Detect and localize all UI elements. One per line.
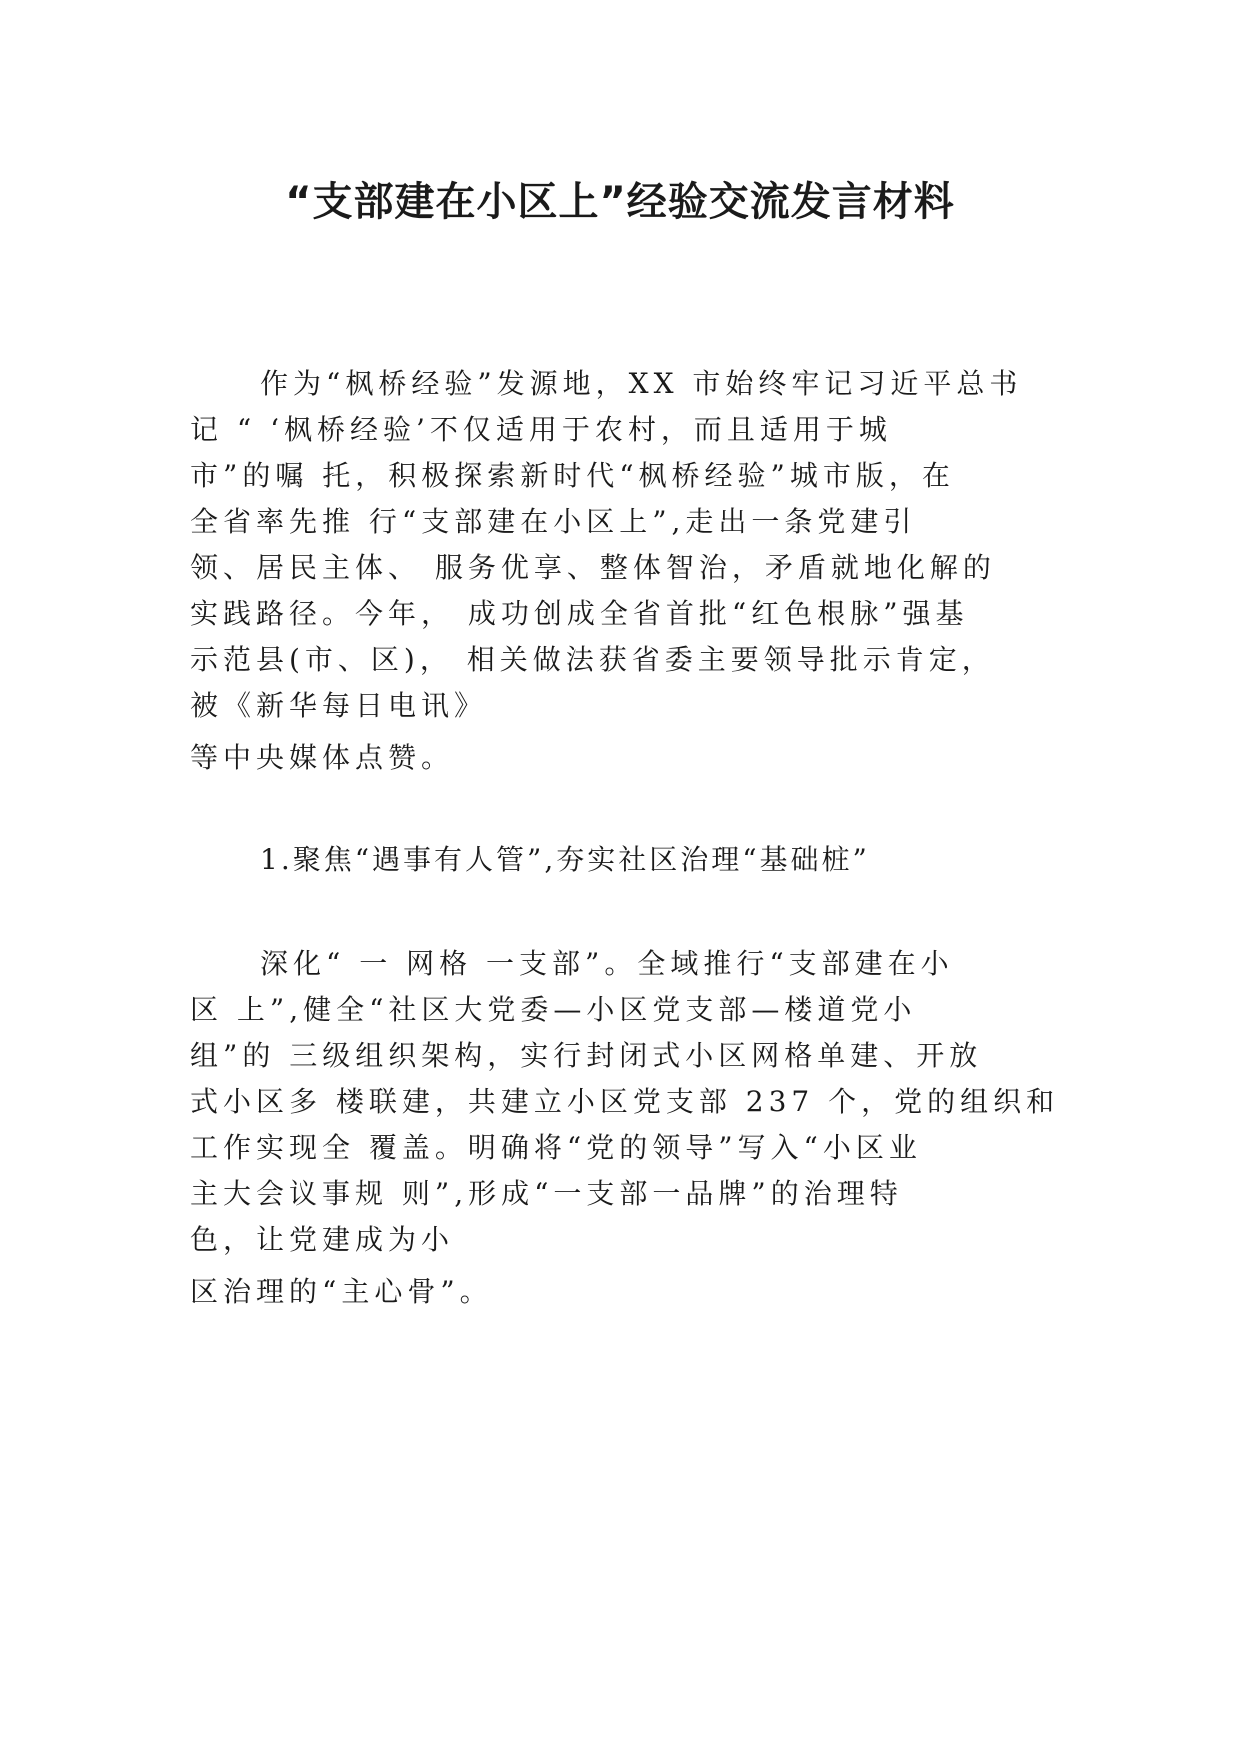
section-heading: 1.聚焦“遇事有人管”,夯实社区治理“基础桩” — [260, 843, 870, 876]
paragraph-line: 作为“枫桥经验”发源地，XX 市始终牢记习近平总书 — [260, 367, 1023, 400]
paragraph-line: 等中央媒体点赞。 — [190, 741, 455, 774]
paragraph-line: 示范县(市、区)， 相关做法获省委主要领导批示肯定， — [190, 643, 995, 676]
paragraph-line: 区 上”,健全“社区大党委—小区党支部—楼道党小 — [190, 993, 917, 1026]
paragraph-line: 区治理的“主心骨”。 — [190, 1275, 493, 1308]
document-title: “支部建在小区上”经验交流发言材料 — [285, 179, 955, 225]
paragraph-line: 记 “ ‘枫桥经验’不仅适用于农村，而且适用于城 — [190, 413, 892, 446]
paragraph-line: 全省率先推 行“支部建在小区上”,走出一条党建引 — [190, 505, 917, 538]
paragraph-line: 领、居民主体、 服务优享、整体智治，矛盾就地化解的 — [190, 551, 996, 584]
paragraph-line: 式小区多 楼联建，共建立小区党支部 237 个，党的组织和 — [190, 1085, 1060, 1118]
paragraph-line: 色，让党建成为小 — [190, 1223, 455, 1256]
paragraph-line: 组”的 三级组织架构，实行封闭式小区网格单建、开放 — [190, 1039, 983, 1072]
paragraph-line: 工作实现全 覆盖。明确将“党的领导”写入“小区业 — [190, 1131, 922, 1164]
paragraph-line: 被《新华每日电讯》 — [190, 689, 488, 722]
paragraph-line: 实践路径。今年， 成功创成全省首批“红色根脉”强基 — [190, 597, 969, 630]
paragraph-line: 主大会议事规 则”,形成“一支部一品牌”的治理特 — [190, 1177, 903, 1210]
paragraph-line: 市”的嘱 托，积极探索新时代“枫桥经验”城市版，在 — [190, 459, 955, 492]
paragraph-line: 深化“ 一 网格 一支部”。全域推行“支部建在小 — [260, 947, 954, 980]
